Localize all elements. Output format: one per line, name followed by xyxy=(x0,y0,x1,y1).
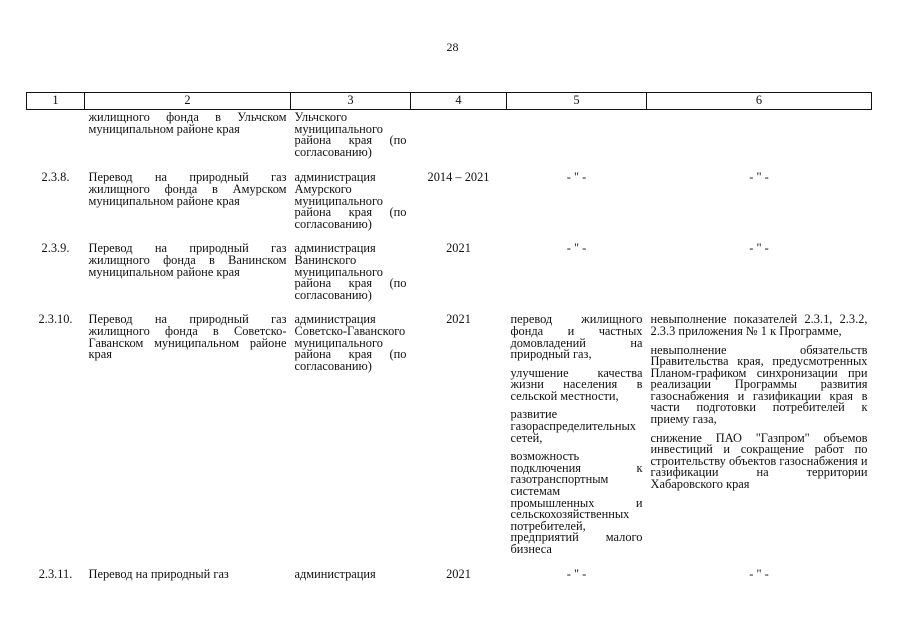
column-header: 5 xyxy=(507,93,647,110)
program-measures-table xyxy=(26,92,872,580)
measure-name: Перевод на природный газ жилищного фонда в Советско-Гаванском муниципальном районе края xyxy=(88,312,287,362)
measure-name: Перевод на природный газ жилищного фонда в Амурском муниципальном районе края xyxy=(88,170,287,208)
measure-name: жилищного фонда в Ульчском муниципальном районе края xyxy=(88,110,287,136)
risk-item: невыполнение обязательств Правительства края, предусмотренных Планом-графиком синхронизации при реализации Программы развития газоснабжения и газификации края в части подготовки потребителей к приему газа, xyxy=(650,342,868,427)
measure-name: Перевод на природный газ xyxy=(88,566,229,581)
executor: Ульчского муниципального района края (по согласованию) xyxy=(294,110,407,159)
years: 2021 xyxy=(446,241,471,256)
expected-results xyxy=(507,314,647,568)
executor: администрация xyxy=(294,566,376,581)
measure-number: 2.3.9. xyxy=(41,241,70,256)
table-header-row xyxy=(27,93,872,110)
expected-results: - " - xyxy=(566,170,587,185)
table-row xyxy=(27,172,872,243)
risks: - " - xyxy=(749,566,769,581)
column-header: 6 xyxy=(647,93,872,110)
expected-results: - " - xyxy=(566,566,587,581)
executor: администрация Ванинского муниципального района края (по согласованию) xyxy=(294,241,407,302)
risks xyxy=(647,314,872,568)
table-row-continuation xyxy=(27,110,872,173)
table-row xyxy=(27,569,872,581)
years: 2014 – 2021 xyxy=(427,170,490,185)
measure-number: 2.3.8. xyxy=(41,170,70,185)
expected-results: - " - xyxy=(566,241,587,256)
measure-number: 2.3.10. xyxy=(38,312,73,327)
column-header: 1 xyxy=(27,93,85,110)
column-header: 4 xyxy=(411,93,507,110)
risks: - " - xyxy=(749,170,769,185)
risk-item: невыполнение показателей 2.3.1, 2.3.2, 2.3.3 приложения № 1 к Программе, xyxy=(650,312,868,338)
measure-name: Перевод на природный газ жилищного фонда в Ванинском муниципальном районе края xyxy=(88,241,287,279)
result-item: развитие газораспределительных сетей, xyxy=(510,407,636,445)
column-header: 2 xyxy=(85,93,291,110)
result-item: улучшение качества жизни населения в сельской местности, xyxy=(510,365,643,403)
risk-item: снижение ПАО "Газпром" объемов инвестиций и сокращение работ по строительству объектов газоснабжения и газификации на территории Хабаровского края xyxy=(650,430,868,492)
years: 2021 xyxy=(446,566,471,581)
column-header: 3 xyxy=(291,93,411,110)
table-row xyxy=(27,314,872,568)
result-item: возможность подключения к газотранспортным системам промышленных и сельскохозяйственных потребителей, предприятий малого бизнеса xyxy=(510,449,643,556)
measure-number: 2.3.11. xyxy=(38,566,73,581)
risks: - " - xyxy=(749,241,769,256)
executor: администрация Амурского муниципального района края (по согласованию) xyxy=(294,170,407,231)
page-number: 28 xyxy=(446,40,459,54)
result-item: перевод жилищного фонда и частных домовладений на природный газ, xyxy=(510,312,643,362)
years: 2021 xyxy=(446,312,471,327)
table-row xyxy=(27,243,872,314)
executor: администрация Советско-Гаванского муниципального района края (по согласованию) xyxy=(294,312,407,373)
